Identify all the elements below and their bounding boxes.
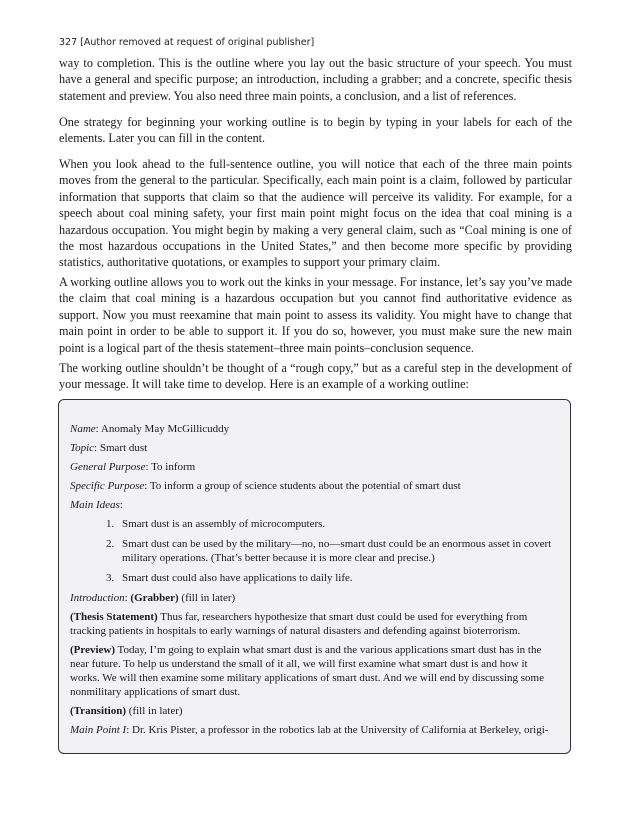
list-item [70, 537, 558, 565]
transition-value: (fill in later) [126, 705, 183, 718]
specific-purpose-value: : To inform a group of science students about the potential of smart dust [144, 480, 461, 492]
thesis-value: Thus far, researchers hypothesize that smart dust could be used for everything from tracking patients in hospitals to early warnings of natural disasters and defending against bioterrorism. [70, 610, 528, 637]
outline-thesis-line [70, 610, 558, 638]
transition-label: (Transition) [70, 705, 127, 718]
list-item [70, 517, 558, 531]
specific-purpose-label: Specific Purpose [70, 480, 145, 492]
paragraph-2: One strategy for beginning your working outline is to begin by typing in your labels for each of the elements. Later you can fill in the content. [59, 115, 572, 146]
paragraph-5: The working outline shouldn’t be thought of a “rough copy,” but as a careful step in the development of your message. It will take time to develop. Here is an example of a working outline: [59, 361, 572, 392]
paragraph-4: A working outline allows you to work out the kinks in your message. For instance, let’s say you’ve made the claim that coal mining is a hazardous occupation but you cannot find authoritative evidence as support. Now you must reexamine that main point to assess its validity. You might have to change that main point in order to be able to support it. If you do so, however, you must make sure the new main point is a logical part of the thesis statement–three main points–conclusion sequence. [59, 275, 572, 355]
page-header [59, 37, 314, 48]
outline-specific-purpose-line [70, 479, 558, 493]
thesis-label: (Thesis Statement) [70, 610, 158, 623]
paragraph-3: When you look ahead to the full-sentence outline, you will notice that each of the three main points moves from the general to the particular. Specifically, each main point is a claim, followed by particular information that supports that claim so that the audience will perceive its validity. For example, for a speech about coal mining safety, your first main point might focus on the idea that coal mining is a hazardous occupation. You might begin by making a very general claim, such as “Coal mining is one of the most hazardous occupations in the United States,” and then become more specific by providing statistics, authoritative quotations, or examples to support your primary claim. [59, 157, 572, 270]
preview-label: (Preview) [70, 643, 115, 656]
outline-main-ideas-line [70, 498, 558, 512]
grabber-value: (fill in later) [178, 591, 236, 604]
grabber-label: (Grabber) [130, 591, 179, 604]
list-item-number: 3. [106, 571, 115, 584]
preview-value: Today, I’m going to explain what smart dust is and the various applications smart dust has in the near future. To help us understand the small of it all, we will first examine what smart dust is and how it works. We will then examine some military applications of smart dust. And we will end by discussing some nonmilitary applications of smart dust. [70, 643, 544, 699]
main-ideas-list [70, 517, 558, 585]
general-purpose-label: General Purpose [70, 461, 146, 473]
introduction-colon: : [124, 591, 131, 604]
list-item-text: Smart dust could also have applications to daily life. [122, 571, 353, 584]
main-ideas-label: Main Ideas [70, 499, 120, 511]
outline-transition-line [70, 704, 558, 718]
outline-preview-line [70, 643, 558, 700]
outline-general-purpose-line [70, 460, 558, 474]
outline-main-point-line [70, 723, 558, 737]
paragraph-1: way to completion. This is the outline where you lay out the basic structure of your speech. You must have a general and specific purpose; an introduction, including a grabber; and a concrete, specific thesis statement and preview. You also need three main points, a conclusion, and a list of references. [59, 56, 572, 103]
introduction-label: Introduction [70, 591, 125, 604]
general-purpose-value: : To inform [145, 461, 196, 473]
list-item-text: Smart dust can be used by the military—no, no—smart dust could be an enormous asset in covert military operations. (That’s better because it is more clear and precise.) [122, 537, 552, 565]
topic-value: : Smart dust [94, 442, 148, 454]
name-value: : Anomaly May McGillicuddy [95, 423, 230, 435]
list-item-text: Smart dust is an assembly of microcomputers. [122, 518, 326, 531]
name-label: Name [70, 423, 96, 435]
main-point-label: Main Point I [70, 724, 127, 737]
list-item-number: 1. [106, 518, 115, 531]
outline-introduction-line [70, 591, 558, 605]
list-item-number: 2. [106, 537, 115, 550]
running-head: [Author removed at request of original publisher] [80, 37, 315, 48]
outline-name-line [70, 422, 558, 436]
outline-topic-line [70, 441, 558, 455]
page-number: 327 [59, 37, 78, 48]
topic-label: Topic [70, 442, 95, 454]
outline-content [70, 422, 558, 742]
working-outline-example-box [58, 399, 571, 754]
main-ideas-colon: : [119, 499, 123, 511]
list-item [70, 571, 558, 585]
main-point-value: : Dr. Kris Pister, a professor in the robotics lab at the University of California at Berkeley, origi- [126, 724, 549, 737]
